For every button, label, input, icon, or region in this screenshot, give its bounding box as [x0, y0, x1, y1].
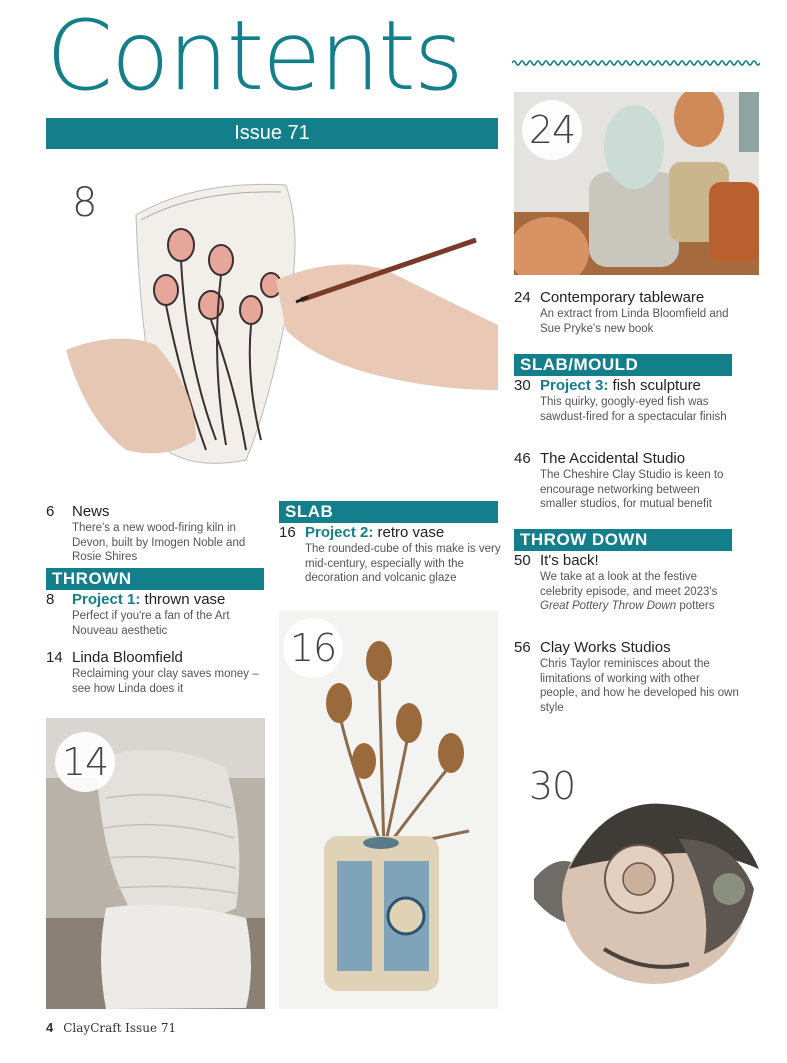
- entry-title: The Accidental Studio: [540, 450, 686, 467]
- entry-page: 8: [46, 591, 55, 608]
- section-thrown: THROWN: [46, 568, 264, 590]
- entry-desc: This quirky, googly-eyed fish was sawdust-fired for a spectacular finish: [540, 396, 727, 423]
- entry-desc: An extract from Linda Bloomfield and Sue Pryke's new book: [540, 308, 729, 335]
- entry-page: 14: [46, 649, 63, 666]
- page-marker-30: 30: [522, 756, 582, 816]
- entry-page: 6: [46, 503, 55, 520]
- entry-title: It's back!: [540, 552, 599, 569]
- entry-page: 30: [514, 377, 531, 394]
- entry-desc: The rounded-cube of this make is very mid-century, especially with the decoration and volcanic glaze: [305, 543, 501, 584]
- entry-contemporary-tableware[interactable]: [514, 289, 744, 336]
- entry-title: News: [72, 503, 110, 520]
- entry-title: Clay Works Studios: [540, 639, 671, 656]
- entry-title: Contemporary tableware: [540, 289, 705, 306]
- entry-desc: Chris Taylor reminisces about the limitations of working with other people, and how he developed his own style: [540, 658, 739, 714]
- entry-its-back[interactable]: [514, 552, 734, 614]
- section-slab-mould: SLAB/MOULD: [514, 354, 732, 376]
- issue-banner: Issue 71: [46, 118, 498, 149]
- entry-fish-sculpture[interactable]: [514, 377, 734, 424]
- footer-issue: Issue 71: [125, 1021, 177, 1035]
- entry-desc: The Cheshire Clay Studio is keen to encourage networking between smaller studios, for mutual benefit: [540, 469, 724, 510]
- entry-title: fish sculpture: [608, 377, 701, 394]
- entry-title: retro vase: [373, 524, 445, 541]
- decorative-wave-divider: [512, 58, 760, 68]
- footer-page-number: 4: [46, 1020, 54, 1035]
- entry-desc: Reclaiming your clay saves money – see how Linda does it: [72, 668, 259, 695]
- entry-news[interactable]: [46, 503, 268, 565]
- page-marker-8: 8: [72, 180, 97, 226]
- entry-page: 56: [514, 639, 531, 656]
- page-title: Contents: [46, 0, 462, 112]
- section-throw-down: THROW DOWN: [514, 529, 732, 551]
- entry-clay-works[interactable]: [514, 639, 739, 715]
- photo-thrown-vase[interactable]: [46, 160, 498, 490]
- entry-project-label: Project 1:: [72, 591, 141, 608]
- entry-title: Linda Bloomfield: [72, 649, 183, 666]
- entry-desc: There's a new wood-firing kiln in Devon, built by Imogen Noble and Rosie Shires: [72, 522, 246, 563]
- entry-project-label: Project 2:: [305, 524, 374, 541]
- entry-page: 16: [279, 524, 296, 541]
- entry-accidental-studio[interactable]: [514, 450, 739, 512]
- entry-page: 50: [514, 552, 531, 569]
- entry-retro-vase[interactable]: [279, 524, 501, 586]
- page-footer: [46, 1020, 176, 1035]
- page-marker-14: 14: [55, 732, 115, 792]
- entry-linda-bloomfield[interactable]: [46, 649, 268, 696]
- page-marker-24: 24: [522, 100, 582, 160]
- entry-thrown-vase[interactable]: [46, 591, 268, 638]
- section-slab: SLAB: [279, 501, 498, 523]
- entry-title: thrown vase: [140, 591, 226, 608]
- entry-desc: Perfect if you're a fan of the Art Nouveau aesthetic: [72, 610, 230, 637]
- entry-page: 24: [514, 289, 531, 306]
- entry-project-label: Project 3:: [540, 377, 609, 394]
- footer-magazine: ClayCraft: [63, 1021, 122, 1035]
- entry-page: 46: [514, 450, 531, 467]
- page-marker-16: 16: [283, 618, 343, 678]
- entry-desc: We take at a look at the festive celebrity episode, and meet 2023's Great Pottery Throw Down potters: [540, 571, 718, 612]
